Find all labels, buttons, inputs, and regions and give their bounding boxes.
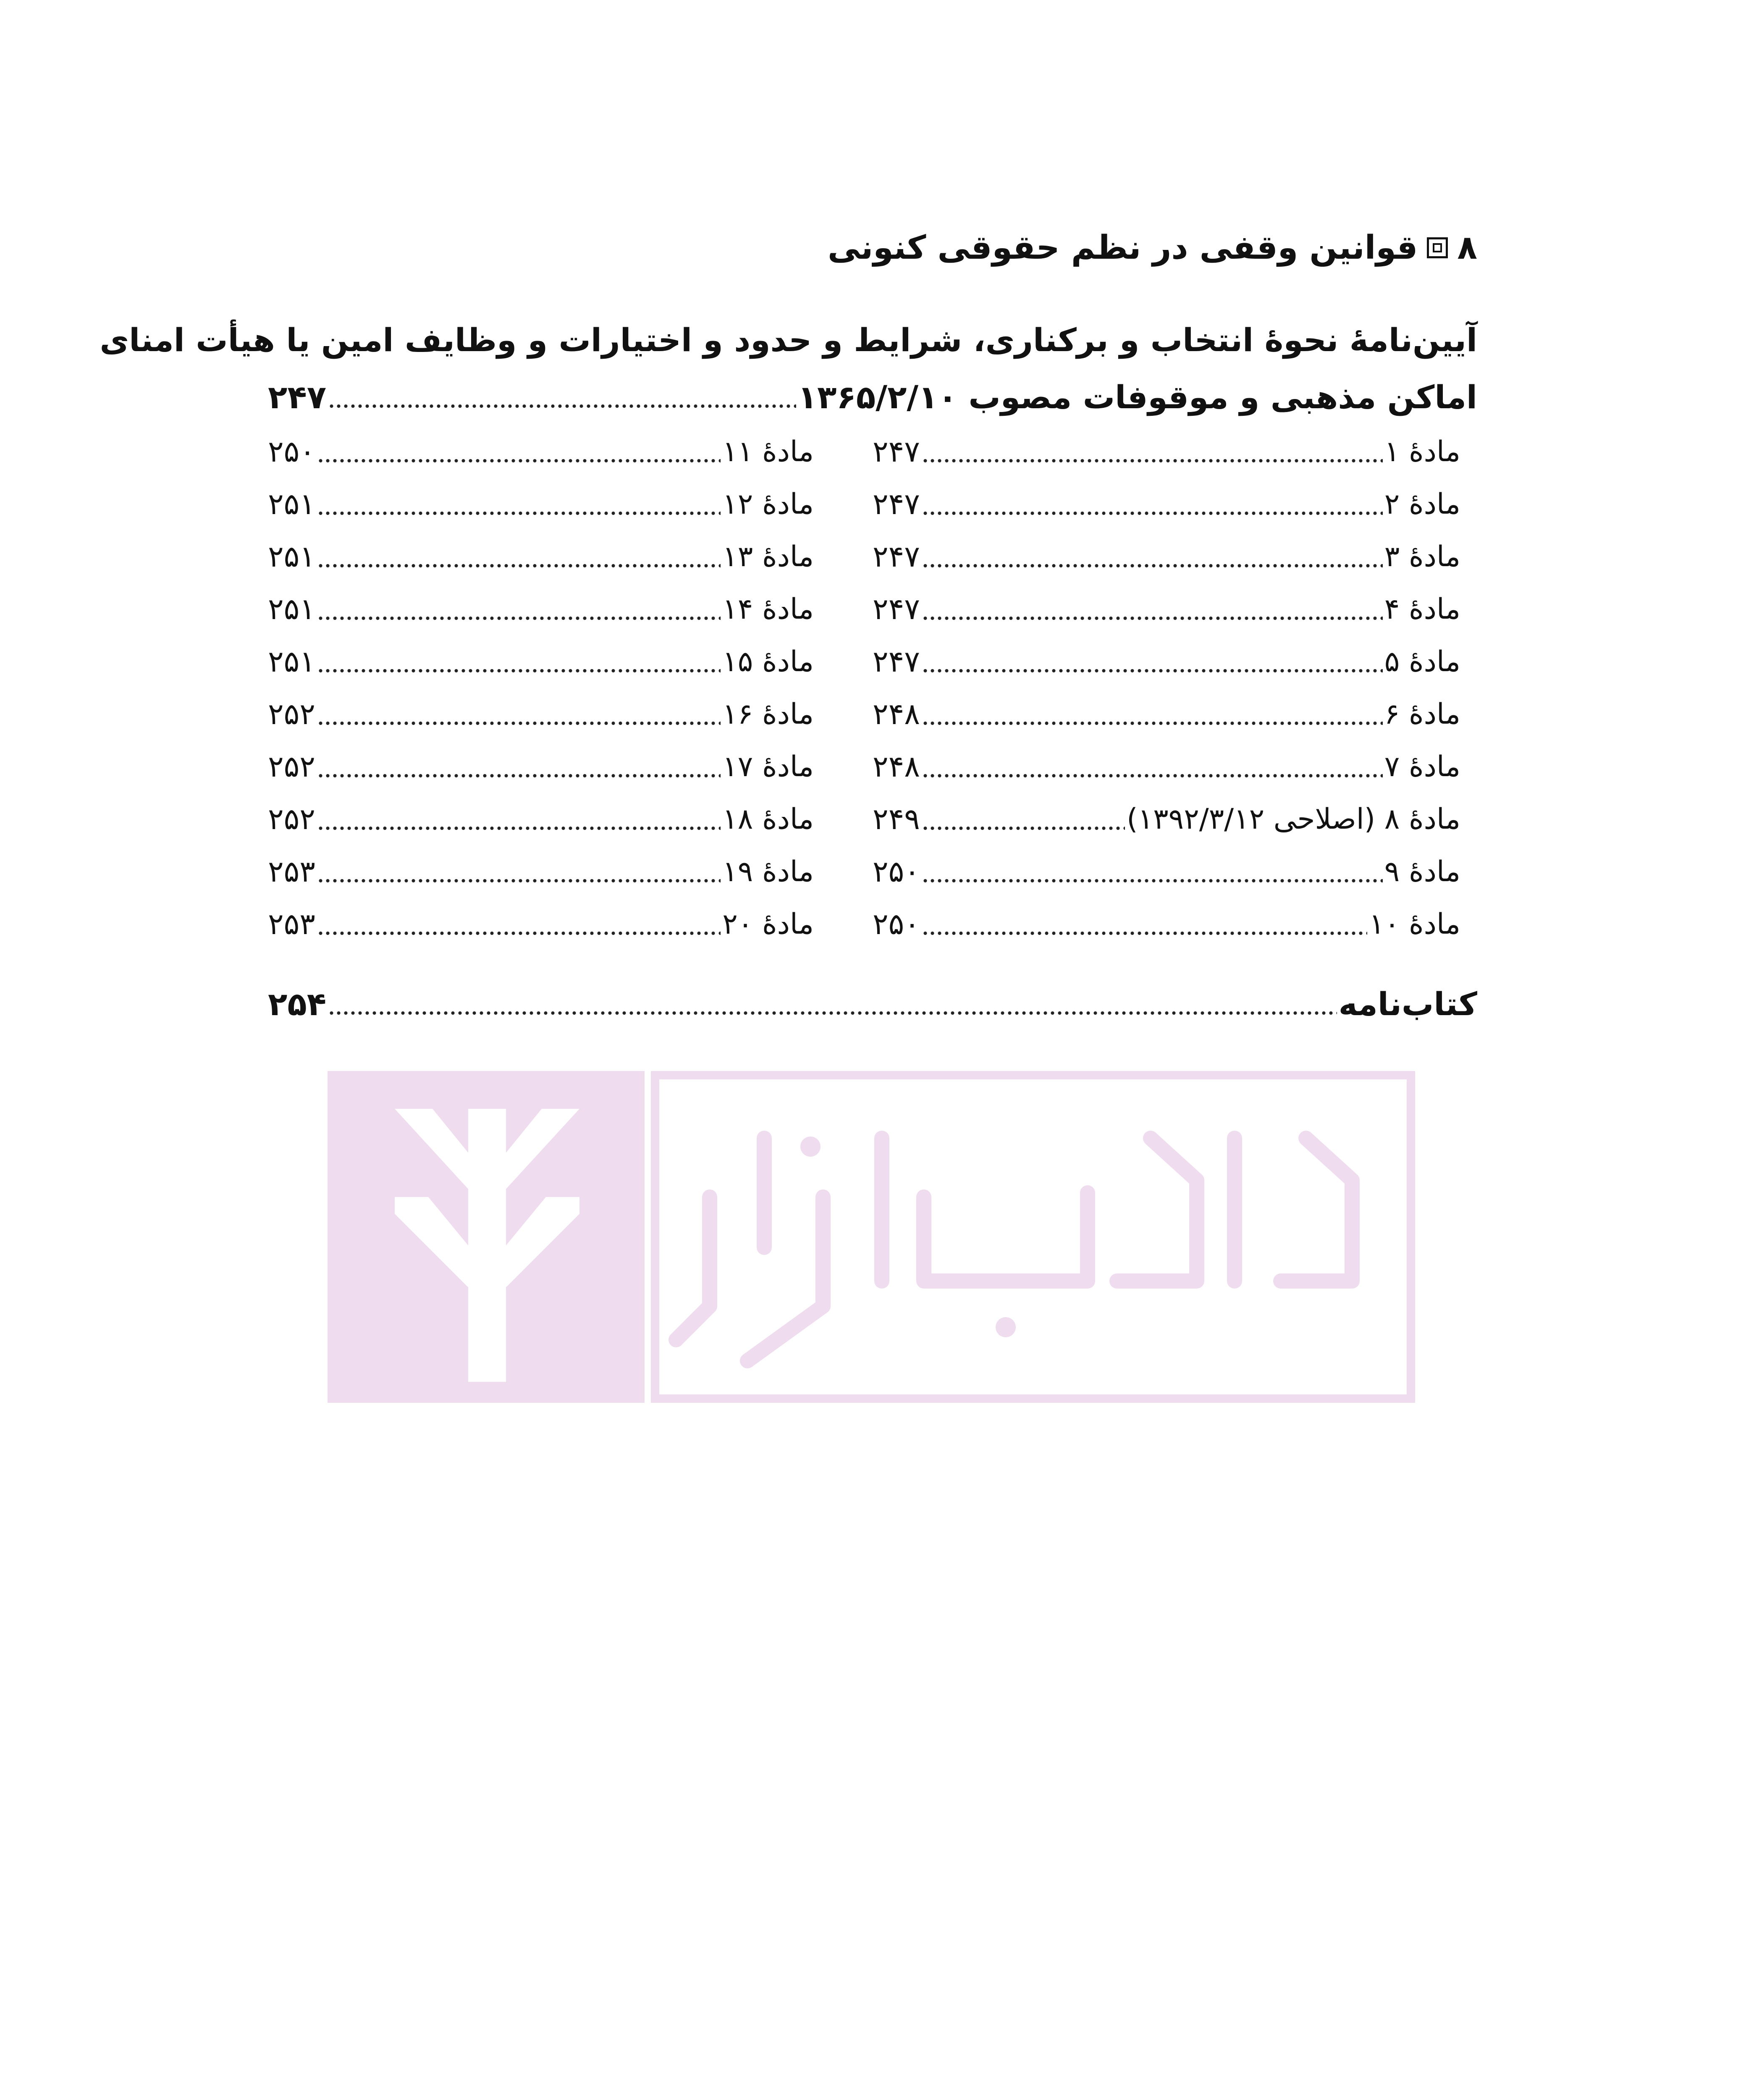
toc-entry[interactable] xyxy=(873,693,1460,735)
page-number-ref: ۲۴۸ xyxy=(873,749,920,784)
toc-entry[interactable] xyxy=(268,850,814,892)
article-label: مادهٔ ۳ xyxy=(1384,540,1460,573)
article-label: مادهٔ ۱۴ xyxy=(722,592,814,626)
dot-leader xyxy=(317,668,721,673)
book-title: قوانین وقفی در نظم حقوقی کنونی xyxy=(828,229,1418,267)
article-label: مادهٔ ۲ xyxy=(1384,487,1460,521)
dot-leader xyxy=(317,931,721,936)
article-label: مادهٔ ۱ xyxy=(1384,435,1460,468)
toc-entry[interactable] xyxy=(873,640,1460,682)
page-number-ref: ۲۵۲ xyxy=(268,802,315,836)
page-number-ref: ۲۴۷ xyxy=(268,378,327,416)
page-number-ref: ۲۵۴ xyxy=(268,985,327,1023)
page-number-ref: ۲۵۱ xyxy=(268,539,315,574)
page-number-ref: ۲۵۰ xyxy=(268,434,315,469)
article-label: مادهٔ ۱۵ xyxy=(722,645,814,678)
bibliography-label: کتاب‌نامه xyxy=(1338,985,1477,1023)
toc-entry[interactable] xyxy=(873,903,1460,945)
dot-leader xyxy=(922,931,1367,936)
article-label: مادهٔ ۱۲ xyxy=(722,487,814,521)
toc-entry[interactable] xyxy=(268,798,814,840)
toc-entry[interactable] xyxy=(873,798,1460,840)
page-number-ref: ۲۵۳ xyxy=(268,907,315,941)
page-number-ref: ۲۵۳ xyxy=(268,854,315,889)
article-label: مادهٔ ۱۳ xyxy=(722,540,814,573)
toc-entry[interactable] xyxy=(268,536,814,578)
dot-leader xyxy=(317,721,721,726)
toc-entry[interactable] xyxy=(268,483,814,525)
toc-entry[interactable] xyxy=(268,588,814,630)
dot-leader xyxy=(328,404,796,409)
square-box-icon xyxy=(1427,237,1448,258)
page-number-ref: ۲۴۹ xyxy=(873,802,920,836)
page-number-ref: ۲۴۷ xyxy=(873,592,920,626)
dot-leader xyxy=(922,458,1383,463)
section-title-line-1: آیین‌نامهٔ نحوهٔ انتخاب و برکناری، شرایط و حدود و اختیارات و وظایف امین یا هیأت امنای xyxy=(100,321,1477,359)
dot-leader xyxy=(922,511,1383,516)
page-number-ref: ۲۵۰ xyxy=(873,907,920,941)
page-number-ref: ۲۵۲ xyxy=(268,749,315,784)
toc-entry[interactable] xyxy=(268,640,814,682)
article-label: مادهٔ ۱۶ xyxy=(722,697,814,731)
article-label: مادهٔ ۱۷ xyxy=(722,750,814,783)
page-number-ref: ۲۵۱ xyxy=(268,592,315,626)
article-label: مادهٔ ۸ (اصلاحی ۱۳۹۲/۳/۱۲) xyxy=(1127,802,1460,836)
dot-leader xyxy=(922,563,1383,568)
dot-leader xyxy=(922,616,1383,621)
dot-leader xyxy=(317,563,721,568)
toc-entry[interactable] xyxy=(873,850,1460,892)
toc-entry[interactable] xyxy=(873,430,1460,472)
dot-leader xyxy=(317,616,721,621)
article-label: مادهٔ ۶ xyxy=(1384,697,1460,731)
page-number-ref: ۲۵۱ xyxy=(268,487,315,521)
toc-entry[interactable] xyxy=(268,430,814,472)
bibliography-entry[interactable] xyxy=(268,983,1477,1025)
toc-entry[interactable] xyxy=(873,588,1460,630)
article-label: مادهٔ ۱۰ xyxy=(1369,907,1460,941)
page-number-ref: ۲۵۱ xyxy=(268,644,315,679)
dot-leader xyxy=(317,826,721,831)
page-number-ref: ۲۴۷ xyxy=(873,539,920,574)
article-label: مادهٔ ۲۰ xyxy=(722,907,814,941)
toc-entry[interactable] xyxy=(268,903,814,945)
dot-leader xyxy=(922,721,1383,726)
section-title-entry[interactable] xyxy=(268,376,1477,418)
dot-leader xyxy=(328,1011,1337,1016)
section-title-line-2: اماکن مذهبی و موقوفات مصوب ۱۳۶۵/۲/۱۰ xyxy=(797,378,1477,416)
page-number-ref: ۲۴۸ xyxy=(873,697,920,731)
dot-leader xyxy=(317,458,721,463)
dot-leader xyxy=(922,826,1125,831)
article-label: مادهٔ ۱۱ xyxy=(722,435,814,468)
watermark-lettering xyxy=(651,1071,1415,1403)
toc-entry[interactable] xyxy=(873,483,1460,525)
page-number: ۸ xyxy=(1457,229,1477,267)
watermark-logo xyxy=(328,1071,1415,1403)
toc-entry[interactable] xyxy=(873,536,1460,578)
stylized-tree-logo-icon xyxy=(328,1071,645,1403)
article-label: مادهٔ ۷ xyxy=(1384,750,1460,783)
toc-entry[interactable] xyxy=(268,746,814,788)
dot-leader xyxy=(317,878,721,883)
dot-leader xyxy=(922,773,1383,778)
page-number-ref: ۲۵۲ xyxy=(268,697,315,731)
article-label: مادهٔ ۵ xyxy=(1384,645,1460,678)
page-number-ref: ۲۵۰ xyxy=(873,854,920,889)
dot-leader xyxy=(922,878,1383,883)
article-label: مادهٔ ۱۹ xyxy=(722,855,814,888)
article-label: مادهٔ ۱۸ xyxy=(722,802,814,836)
dot-leader xyxy=(922,668,1383,673)
toc-entry[interactable] xyxy=(873,746,1460,788)
toc-entry[interactable] xyxy=(268,693,814,735)
page-number-ref: ۲۴۷ xyxy=(873,644,920,679)
dot-leader xyxy=(317,773,721,778)
running-header xyxy=(828,229,1477,267)
article-label: مادهٔ ۴ xyxy=(1384,592,1460,626)
page-number-ref: ۲۴۷ xyxy=(873,434,920,469)
page-number-ref: ۲۴۷ xyxy=(873,487,920,521)
article-label: مادهٔ ۹ xyxy=(1384,855,1460,888)
dot-leader xyxy=(317,511,721,516)
